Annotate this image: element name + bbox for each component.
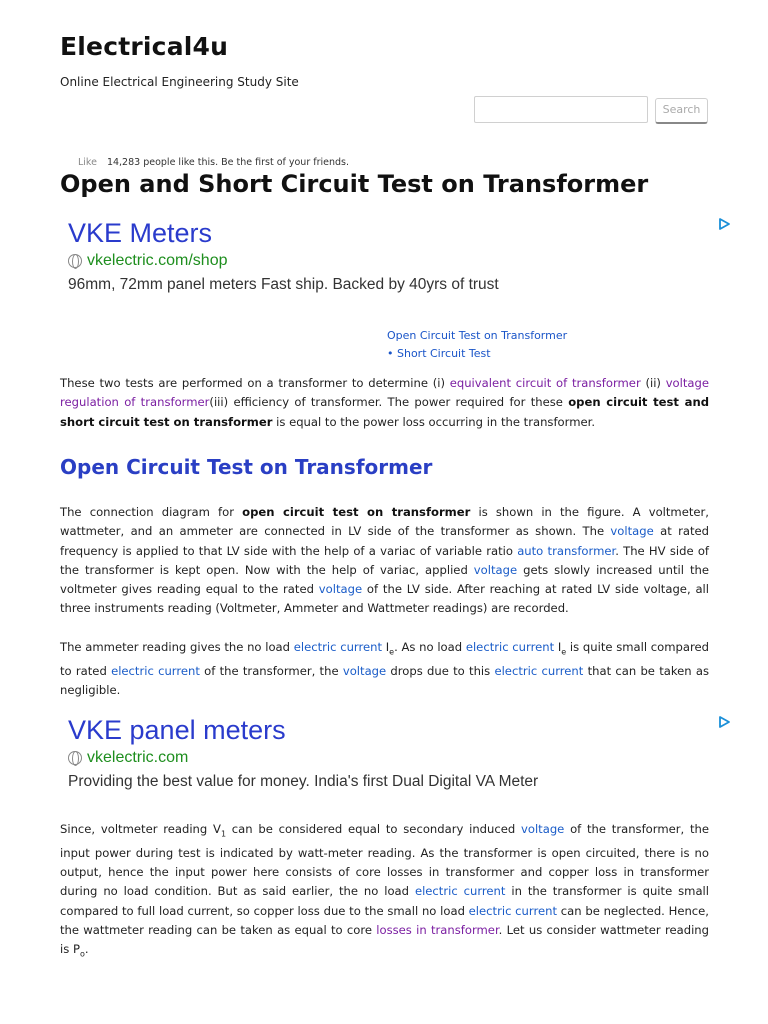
ad-description: 96mm, 72mm panel meters Fast ship. Backed by 40yrs of trust bbox=[68, 276, 499, 293]
ad-choices-icon[interactable] bbox=[718, 716, 730, 728]
ad-url-row[interactable] bbox=[68, 252, 718, 270]
ad-url-row[interactable] bbox=[68, 749, 718, 767]
facebook-like-row bbox=[78, 157, 349, 168]
link-equivalent-circuit[interactable]: equivalent circuit of transformer bbox=[449, 376, 641, 390]
ad-block-1[interactable] bbox=[68, 218, 718, 294]
ad-choices-icon[interactable] bbox=[718, 218, 730, 230]
globe-icon bbox=[68, 254, 82, 268]
link-voltage[interactable]: voltage bbox=[318, 582, 363, 597]
paragraph-connection-diagram: The connection diagram for open circuit test on transformer is shown in the figure. A voltmeter, wattmeter, and an ammeter are connected in LV side of the transformer as shown. The voltage at rated frequency is applied to that LV side with the help of a variac of variable ratio auto transformer. The HV side of the transformer is kept open. Now with the help of variac, applied voltage gets slowly increased until the voltmeter gives reading equal to the rated voltage of the LV side. After reaching at rated LV side voltage, all three instruments reading (Voltmeter, Ammeter and Wattmeter readings) are recorded. bbox=[60, 505, 709, 616]
link-voltage[interactable]: voltage bbox=[521, 822, 565, 836]
site-tagline: Online Electrical Engineering Study Site bbox=[60, 75, 299, 89]
search-button[interactable]: Search bbox=[655, 98, 708, 124]
link-electric-current[interactable]: electric current bbox=[293, 640, 383, 654]
link-electric-current[interactable]: electric current bbox=[468, 903, 558, 918]
link-voltage[interactable]: voltage bbox=[473, 562, 518, 577]
like-button[interactable]: Like bbox=[78, 157, 97, 168]
toc-item-open-circuit[interactable]: Open Circuit Test on Transformer bbox=[387, 329, 568, 342]
like-count-text: 14,283 people like this. Be the first of your friends. bbox=[106, 157, 350, 168]
link-electric-current[interactable]: electric current bbox=[465, 640, 555, 654]
ad-description: Providing the best value for money. India's first Dual Digital VA Meter bbox=[68, 773, 539, 790]
toc-item-short-circuit[interactable]: • Short Circuit Test bbox=[387, 347, 491, 360]
site-title[interactable]: Electrical4u bbox=[60, 32, 229, 61]
link-electric-current[interactable]: electric current bbox=[414, 884, 506, 899]
ad-block-2[interactable] bbox=[68, 715, 718, 791]
paragraph-wattmeter-reading: Since, voltmeter reading $V_1$ can be considered equal to secondary induced voltage of the transformer, the input power during test is indicated by watt-meter reading. As the transformer is open circuited, there is no output, hence the input power here consists of core losses in transformer and copper loss in transformer during no load condition. But as said earlier, the no load electric current in the transformer is quite small compared to full load current, so copper loss due to the small no load electric current can be neglected. Hence, the wattmeter reading can be taken as equal to core losses in transformer. Let us consider wattmeter reading is $P_o$. bbox=[60, 822, 710, 959]
link-voltage-regulation[interactable]: voltage regulation of transformer bbox=[60, 376, 710, 410]
table-of-contents bbox=[387, 327, 567, 363]
ad-title[interactable]: VKE Meters bbox=[68, 218, 213, 248]
intro-paragraph: These two tests are performed on a transformer to determine (i) equivalent circuit of transformer (ii) voltage regulation of transformer(iii) efficiency of transformer. The power required for these open circuit test and short circuit test on transformer is equal to the power loss occurring in the transformer. bbox=[60, 376, 710, 429]
page-title: Open and Short Circuit Test on Transformer bbox=[60, 170, 649, 198]
link-voltage[interactable]: voltage bbox=[342, 663, 387, 678]
link-electric-current[interactable]: electric current bbox=[494, 663, 584, 678]
search-input[interactable] bbox=[474, 96, 648, 123]
globe-icon bbox=[68, 751, 82, 765]
link-losses-in-transformer[interactable]: losses in transformer bbox=[376, 922, 499, 937]
paragraph-ammeter-reading: The ammeter reading gives the no load electric current $I_e$. As no load electric current $I_e$ is quite small compared to rated electric current of the transformer, the voltage drops due to this electric current that can be taken as negligible. bbox=[60, 640, 710, 697]
ad-url[interactable]: vkelectric.com bbox=[87, 749, 189, 766]
link-electric-current[interactable]: electric current bbox=[111, 663, 200, 678]
ad-title[interactable]: VKE panel meters bbox=[68, 715, 286, 745]
section-heading-open-circuit: Open Circuit Test on Transformer bbox=[60, 455, 433, 479]
link-voltage[interactable]: voltage bbox=[610, 524, 654, 539]
link-auto-transformer[interactable]: auto transformer bbox=[517, 543, 616, 558]
ad-url[interactable]: vkelectric.com/shop bbox=[87, 252, 228, 269]
